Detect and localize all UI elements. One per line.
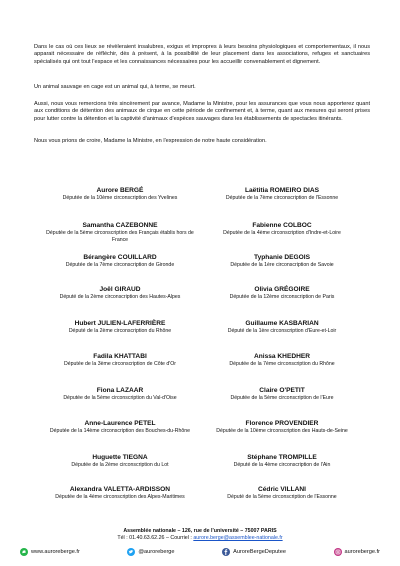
signatory-name: Cédric VILLANI: [258, 486, 306, 493]
signatory: [207, 254, 357, 269]
signatory-name: Aurore BERGÉ: [96, 187, 144, 194]
signatory-role: Députée de la 1ère circonscription de Savoie: [230, 262, 334, 268]
signatory-name: Fadila KHATTABI: [93, 353, 147, 360]
signatory: [207, 320, 357, 335]
letter-paragraph: Aussi, nous vous remercions très sincèrement par avance, Madame la Ministre, pour les assurances que vous nous apporterez quant aux conditions de détention des animaux de cirque en cette période de confinement et, à terme, quant aux mesures qui seront prises pour lutter contre la détention et la captivité d'animaux d'espèces sauvages dans les établissements de spectacles itinérants.: [34, 101, 370, 122]
social-web[interactable]: [20, 548, 80, 556]
signatory-role: Députée de la 3ème circonscription de Côte d'Or: [63, 361, 176, 367]
signatory: [45, 320, 195, 335]
social-instagram-label: auroreberge.fr: [344, 549, 380, 555]
signatory-role: Députée de la 10ème circonscription des Yvelines: [62, 195, 178, 201]
signatory-name: Hubert JULIEN-LAFERRIÈRE: [74, 320, 166, 327]
signatory: [45, 420, 195, 435]
signatory-name: Alexandra VALETTA-ARDISSON: [69, 486, 171, 493]
signatory-name: Joël GIRAUD: [99, 286, 141, 293]
signatory-name: Typhanie DEGOIS: [254, 254, 310, 261]
signatory: [207, 454, 357, 469]
signatory: [207, 353, 357, 368]
signatory-role: Député de la 2ème circonscription des Hautes-Alpes: [59, 294, 181, 300]
signatory: [45, 254, 195, 269]
signatory: [45, 387, 195, 402]
social-twitter-label: @auroreberge: [138, 549, 175, 555]
signatory-name: Samantha CAZEBONNE: [82, 222, 158, 229]
social-twitter[interactable]: [127, 548, 174, 556]
social-facebook-label: AuroreBergeDeputee: [233, 549, 286, 555]
signatory-name: Huguette TIEGNA: [92, 454, 148, 461]
twitter-icon: [127, 548, 135, 556]
footer-address: Assemblée nationale – 126, rue de l'université – 75007 PARIS: [123, 528, 277, 534]
letter-paragraph: Nous vous prions de croire, Madame la Ministre, en l'expression de notre haute considération.: [34, 138, 267, 144]
signatory-name: Olivia GRÉGOIRE: [254, 286, 310, 293]
signatory-name: Fabienne COLBOC: [252, 222, 312, 229]
social-facebook[interactable]: [222, 548, 286, 556]
signatory-role: Députée de la 14ème circonscription des Bouches-du-Rhône: [49, 428, 191, 434]
signatory: [207, 222, 357, 237]
signatory-name: Stéphane TROMPILLE: [247, 454, 317, 461]
footer-email-link[interactable]: aurore.berge@assemblee-nationale.fr: [193, 534, 283, 541]
instagram-icon: [334, 548, 342, 556]
signatory-role: Députée de la 7ème circonscription de l'Essonne: [225, 195, 339, 201]
signatory-role: Députée de la 10ème circonscription des Hauts-de-Seine: [216, 428, 348, 434]
facebook-icon: [222, 548, 230, 556]
footer-contact: [60, 535, 340, 542]
social-instagram[interactable]: [334, 548, 380, 556]
letter-paragraph: Un animal sauvage en cage est un animal qui, à terme, se meurt.: [34, 84, 196, 90]
footer: [60, 528, 340, 542]
signatory: [45, 454, 195, 469]
signatory: [45, 353, 195, 368]
signatory: [207, 420, 357, 435]
footer-contact-label: Tél : 01.40.63.62.26 – Courriel :: [117, 534, 194, 541]
signatory-role: Députée de la 2ème circonscription du Lot: [71, 462, 169, 468]
signatory-role: Députée de la 7ème circonscription du Rhône: [229, 361, 335, 367]
signatory: [207, 486, 357, 501]
signatory-role: Député de la 2ème circonscription du Rhône: [68, 328, 172, 334]
signatory-name: Florence PROVENDIER: [245, 420, 319, 427]
signatory: [45, 187, 195, 202]
signatory: [207, 286, 357, 301]
signatory-name: Claire O'PETIT: [259, 387, 305, 394]
signatory-role: Députée de la 12ème circonscription de Paris: [229, 294, 335, 300]
signatory-role: Député de la 1ère circonscription d'Eure-et-Loir: [227, 328, 337, 334]
signatory: [207, 387, 357, 402]
signatory-role: Député de la 5ème circonscription de l'Essonne: [227, 494, 337, 500]
signatory-name: Anne-Laurence PETEL: [84, 420, 156, 427]
signatory-role: Députée de la 4ème circonscription d'Indre-et-Loire: [223, 230, 341, 236]
signatory: [207, 187, 357, 202]
signatory-name: Guillaume KASBARIAN: [245, 320, 319, 327]
signatory-role: Députée de la 5ème circonscription du Val-d'Oise: [63, 395, 177, 401]
signatory-role: Députée de la 5ème circonscription de l'Eure: [230, 395, 334, 401]
signatory-name: Fiona LAZAAR: [96, 387, 144, 394]
web-icon: [20, 548, 28, 556]
signatory-name: Anissa KHEDHER: [253, 353, 311, 360]
signatory: [45, 286, 195, 301]
signatory-name: Bérangère COUILLARD: [83, 254, 157, 261]
signatory-name: Laëtitia ROMEIRO DIAS: [244, 187, 319, 194]
letter-paragraph: Dans le cas où ces lieux se révèleraient insalubres, exigus et impropres à leurs besoins physiologiques et comportementaux, il nous apparait nécessaire de réfléchir, dès à présent, à la possibilité de leur placement dans les associations, refuges et sanctuaires spécialisés qui ont tout l'espace et les connaissances nécessaires pour les accueillir convenablement et dignement.: [34, 44, 370, 65]
signatory-role: Député de la 4ème circonscription de l'Ain: [233, 462, 331, 468]
social-bar: [20, 546, 380, 558]
signatory: [45, 486, 195, 501]
social-web-label: www.auroreberge.fr: [31, 549, 80, 555]
signatory-role: Députée de la 5ème circonscription des Français établis hors de France: [46, 230, 194, 243]
signatory-role: Députée de la 4ème circonscription des Alpes-Maritimes: [55, 494, 185, 500]
signatory: [45, 222, 195, 243]
signatory-role: Députée de la 7ème circonscription de Gironde: [65, 262, 175, 268]
